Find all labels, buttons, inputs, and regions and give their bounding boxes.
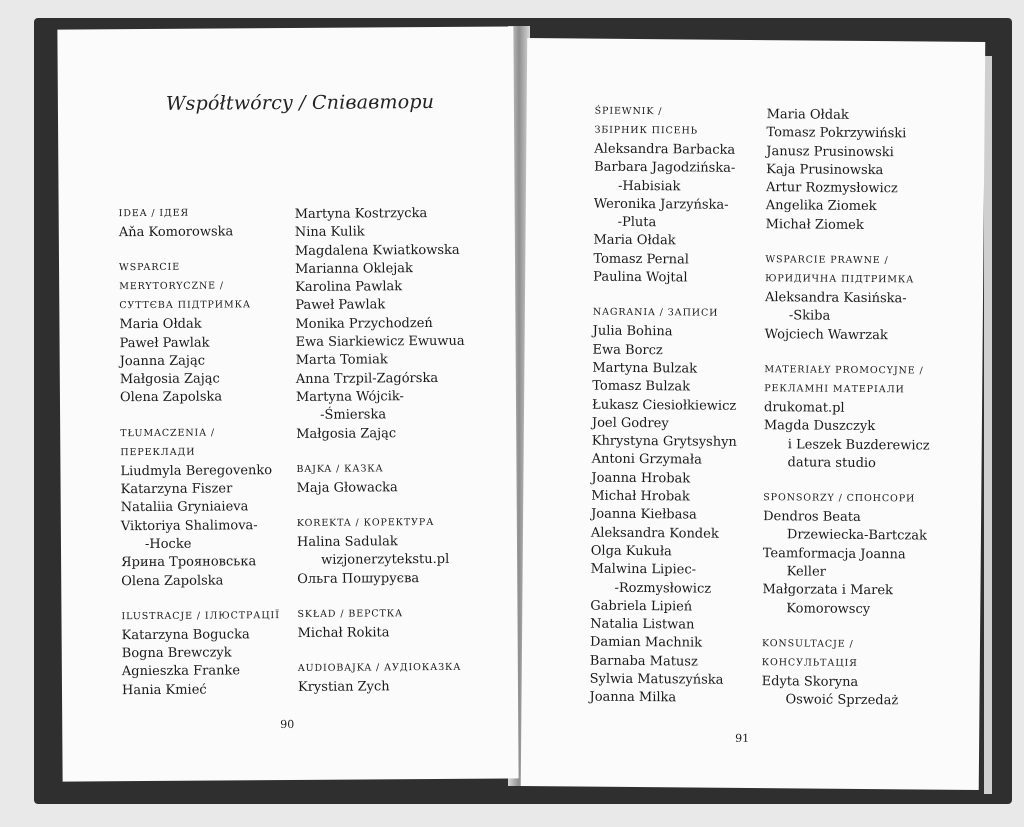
contributor-name: -Hocke xyxy=(144,536,192,552)
contributor-name: Julia Bohina xyxy=(592,323,673,340)
contributor-name: Katarzyna Fiszer xyxy=(120,481,233,498)
contributor-name: Paweł Pawlak xyxy=(119,335,210,351)
contributor-name: -Śmierska xyxy=(320,407,387,424)
contributor-name: Aleksandra Kasińska- xyxy=(764,290,907,307)
contributor-name: -Rozmysłowicz xyxy=(614,580,712,597)
contributor-name: Katarzyna Bogucka xyxy=(121,627,250,644)
contributor-name: Magdalena Kwiatkowska xyxy=(294,242,460,259)
contributor-name: Aleksandra Barbacka xyxy=(594,141,736,158)
contributor-name: Ярина Трояновська xyxy=(121,554,257,571)
credits-section xyxy=(297,605,497,644)
contributor-name: Maja Głowacka xyxy=(296,480,398,496)
contributor-name: Tomasz Pokrzywiński xyxy=(766,125,907,142)
contributor-name: Joanna Kiełbasa xyxy=(591,506,697,523)
contributor-name: Barbara Jagodzińska- xyxy=(594,159,736,177)
contributor-name: Keller xyxy=(786,564,826,580)
contributor-name: Komorowscy xyxy=(786,600,871,617)
contributor-name: Drzewiecka-Bartczak xyxy=(786,527,927,544)
section-heading: SPONSORZY / СПОНСОРИ xyxy=(763,492,916,505)
contributor-name: Liudmyla Beregovenko xyxy=(120,462,273,479)
credits-section xyxy=(762,489,963,620)
contributor-name: i Leszek Buzderewicz xyxy=(787,436,930,454)
contributor-name: Khrystyna Grytsyshyn xyxy=(591,433,737,451)
page-number: 91 xyxy=(735,731,750,745)
contributor-name: datura studio xyxy=(787,455,876,471)
section-heading: BAJKA / КАЗКА xyxy=(296,463,384,475)
contributor-name: Marianna Oklejak xyxy=(295,261,413,277)
contributor-name: Barnaba Matusz xyxy=(589,653,698,670)
contributor-name: wizjonerzytekstu.pl xyxy=(321,552,450,569)
credits-section xyxy=(593,103,775,289)
contributor-name: Joel Godrey xyxy=(591,415,669,432)
credits-section xyxy=(766,106,967,236)
section-heading: РЕКЛАМНІ МАТЕРІАЛИ xyxy=(764,383,905,396)
contributor-name: Ольга Пошуруєва xyxy=(297,570,420,587)
contributor-name: Michał Rokita xyxy=(297,625,390,641)
contributor-name: Maria Ołdak xyxy=(766,107,849,123)
credits-section xyxy=(296,459,496,498)
contributor-name: Maria Ołdak xyxy=(119,316,202,333)
contributor-name: Natalia Listwan xyxy=(590,616,695,633)
contributor-name: Oswoić Sprzedaż xyxy=(785,692,899,709)
contributor-name: Anna Trzpil-Zagórska xyxy=(295,370,439,387)
contributor-name: Joanna Milka xyxy=(589,689,677,706)
credits-section xyxy=(763,361,964,474)
contributor-name: -Skiba xyxy=(788,308,831,325)
contributor-name: Maria Ołdak xyxy=(593,233,676,249)
contributor-name: Michał Hrobak xyxy=(591,488,690,505)
page-right xyxy=(521,38,986,790)
section-heading: WSPARCIE PRAWNE / xyxy=(765,254,889,267)
page-left xyxy=(57,26,518,781)
contributor-name: Olena Zapolska xyxy=(121,573,224,589)
section-heading: NAGRANIA / ЗАПИСИ xyxy=(592,306,719,320)
contributor-name: Michał Ziomek xyxy=(765,216,864,233)
credits-column xyxy=(295,205,499,715)
contributor-name: Karolina Pawlak xyxy=(295,279,403,296)
page-title: Współtwórcy / Співавтори xyxy=(165,90,435,115)
contributor-name: Agnieszka Franke xyxy=(121,663,241,680)
contributor-name: Wojciech Wawrzak xyxy=(764,326,888,343)
page-stack-edge xyxy=(984,56,992,794)
contributor-name: Weronika Jarzyńska- xyxy=(593,196,729,213)
contributor-name: Małgosia Zając xyxy=(119,371,220,388)
contributor-name: Janusz Prusinowski xyxy=(766,143,894,160)
contributor-name: Gabriela Lipień xyxy=(590,598,693,615)
section-heading: ПЕРЕКЛАДИ xyxy=(120,446,196,458)
contributor-name: Damian Machnik xyxy=(589,635,703,651)
contributor-name: Marta Tomiak xyxy=(295,352,388,369)
contributor-name: Sylwia Matuszyńska xyxy=(589,671,724,688)
contributor-name: Olga Kukuła xyxy=(590,543,672,560)
contributor-name: Malwina Lipiec- xyxy=(590,561,697,578)
contributor-name: Edyta Skoryna xyxy=(761,674,859,690)
contributor-name: drukomat.pl xyxy=(763,400,845,416)
section-heading: ЮРИДИЧНА ПІДТРИМКА xyxy=(765,273,915,286)
credits-section xyxy=(298,659,498,698)
section-heading: КОНСУЛЬТАЦІЯ xyxy=(761,657,858,669)
section-heading: СУТТЄВА ПІДТРИМКА xyxy=(119,299,251,312)
contributor-name: Tomasz Pernal xyxy=(593,251,689,268)
section-heading: ŚPIEWNIK / xyxy=(594,105,663,118)
credits-section xyxy=(119,204,309,243)
contributor-name: Martyna Kostrzycka xyxy=(294,206,428,222)
contributor-name: Teamformacja Joanna xyxy=(762,545,906,563)
section-heading: TŁUMACZENIA / xyxy=(120,427,216,439)
credits-column xyxy=(119,204,313,717)
contributor-name: Bogna Brewczyk xyxy=(121,645,232,662)
contributor-name: Aňa Komorowska xyxy=(118,224,234,241)
contributor-name: Ewa Borcz xyxy=(592,342,663,358)
section-heading: ЗБІРНИК ПІСЕНЬ xyxy=(594,124,699,137)
contributor-name: Paulina Wojtal xyxy=(593,269,688,286)
contributor-name: Martyna Wójcik- xyxy=(295,389,404,405)
credits-section xyxy=(761,635,962,711)
contributor-name: Aleksandra Kondek xyxy=(590,525,719,542)
section-heading: AUDIOBAJKA / АУДІОКАЗКА xyxy=(297,662,462,675)
section-heading: IDEA / ІДЕЯ xyxy=(118,207,190,220)
contributor-name: Artur Rozmysłowicz xyxy=(765,180,898,197)
contributor-name: Hania Kmieć xyxy=(121,682,207,698)
contributor-name: Angelika Ziomek xyxy=(765,198,877,215)
contributor-name: Nina Kulik xyxy=(294,224,365,241)
contributor-name: Kaja Prusinowska xyxy=(766,161,884,179)
section-heading: WSPARCIE xyxy=(119,262,181,274)
contributor-name: Martyna Bulzak xyxy=(592,360,698,377)
contributor-name: Monika Przychodzeń xyxy=(295,315,433,332)
contributor-name: Magda Duszczyk xyxy=(763,418,876,435)
contributor-name: Krystian Zych xyxy=(297,679,390,696)
contributor-name: Małgosia Zając xyxy=(296,425,397,442)
credits-section xyxy=(765,251,966,346)
page-number: 90 xyxy=(280,717,295,732)
section-heading: MERYTORYCZNE / xyxy=(119,280,225,293)
section-heading: KONSULTACJE / xyxy=(761,638,854,650)
contributor-name: Paweł Pawlak xyxy=(295,297,386,314)
contributor-name: Nataliia Gryniaieva xyxy=(120,499,249,516)
contributor-name: -Habisiak xyxy=(617,178,681,194)
credits-column xyxy=(589,103,774,726)
credits-section xyxy=(589,304,773,709)
section-heading: SKŁAD / ВЕРСТКА xyxy=(297,608,404,620)
credits-section xyxy=(297,514,498,589)
credits-section xyxy=(120,424,311,591)
section-heading: ILUSTRACJE / ІЛЮСТРАЦІЇ xyxy=(121,609,280,623)
contributor-name: -Pluta xyxy=(617,214,657,231)
contributor-name: Małgorzata i Marek xyxy=(762,582,894,599)
contributor-name: Antoni Grzymała xyxy=(591,452,702,469)
contributor-name: Ewa Siarkiewicz Ewuwua xyxy=(295,333,465,351)
contributor-name: Dendros Beata xyxy=(763,509,861,526)
contributor-name: Joanna Zając xyxy=(119,353,206,370)
contributor-name: Tomasz Bulzak xyxy=(592,378,691,395)
section-heading: MATERIAŁY PROMOCYJNE / xyxy=(764,364,924,377)
credits-section xyxy=(119,258,310,408)
contributor-name: Olena Zapolska xyxy=(119,389,223,406)
credits-section xyxy=(121,607,312,701)
contributor-name: Łukasz Ciesiołkiewicz xyxy=(592,397,737,414)
credits-column xyxy=(761,106,966,728)
contributor-name: Viktoriya Shalimova- xyxy=(120,517,258,534)
section-heading: KOREKTA / КОРЕКТУРА xyxy=(296,517,435,530)
contributor-name: Halina Sadulak xyxy=(296,534,398,551)
contributor-name: Joanna Hrobak xyxy=(591,470,691,487)
credits-section xyxy=(295,205,497,444)
